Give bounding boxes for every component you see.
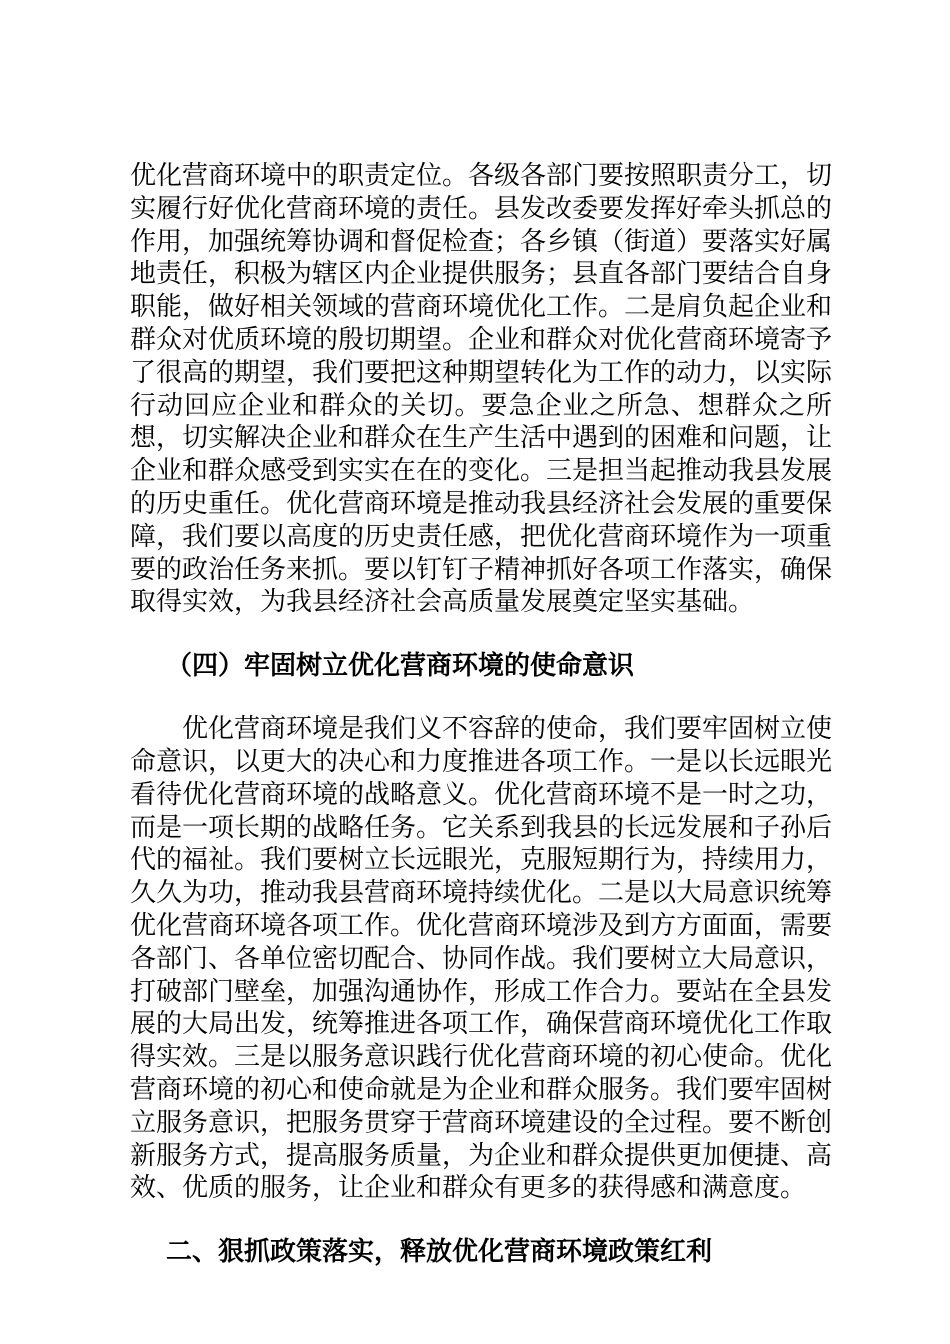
body-paragraph-mission: 优化营商环境是我们义不容辞的使命，我们要牢固树立使命意识，以更大的决心和力度推进各项工作。一是以长远眼光看待优化营商环境的战略意义。优化营商环境不是一时之功，而是一项长期的战略任务。它关系到我县的长远发展和子孙后代的福祉。我们要树立长远眼光，克服短期行为，持续用力，久久为功，推动我县营商环境持续优化。二是以大局意识统筹优化营商环境各项工作。优化营商环境涉及到方方面面，需要各部门、各单位密切配合、协同作战。我们要树立大局意识，打破部门壁垒，加强沟通协作，形成工作合力。要站在全县发展的大局出发，统筹推进各项工作，确保营商环境优化工作取得实效。三是以服务意识践行优化营商环境的初心使命。优化营商环境的初心和使命就是为企业和群众服务。我们要牢固树立服务意识，把服务贯穿于营商环境建设的全过程。要不断创新服务方式，提高服务质量，为企业和群众提供更加便捷、高效、优质的服务，让企业和群众有更多的获得感和满意度。: [130, 714, 833, 1204]
subsection-heading-4: （四）牢固树立优化营商环境的使命意识: [166, 651, 635, 682]
section-heading-2: 二、狠抓政策落实，释放优化营商环境政策红利: [166, 1237, 713, 1268]
document-page: [130, 160, 832, 1269]
body-paragraph-continued: 优化营商环境中的职责定位。各级各部门要按照职责分工，切实履行好优化营商环境的责任。县发改委要发挥好牵头抓总的作用，加强统筹协调和督促检查；各乡镇（街道）要落实好属地责任，积极为辖区内企业提供服务；县直各部门要结合自身职能，做好相关领域的营商环境优化工作。二是肩负起企业和群众对优质环境的殷切期望。企业和群众对优化营商环境寄予了很高的期望，我们要把这种期望转化为工作的动力，以实际行动回应企业和群众的关切。要急企业之所急、想群众之所想，切实解决企业和群众在生产生活中遇到的困难和问题，让企业和群众感受到实实在在的变化。三是担当起推动我县发展的历史重任。优化营商环境是推动我县经济社会发展的重要保障，我们要以高度的历史责任感，把优化营商环境作为一项重要的政治任务来抓。要以钉钉子精神抓好各项工作落实，确保取得实效，为我县经济社会高质量发展奠定坚实基础。: [130, 161, 833, 618]
